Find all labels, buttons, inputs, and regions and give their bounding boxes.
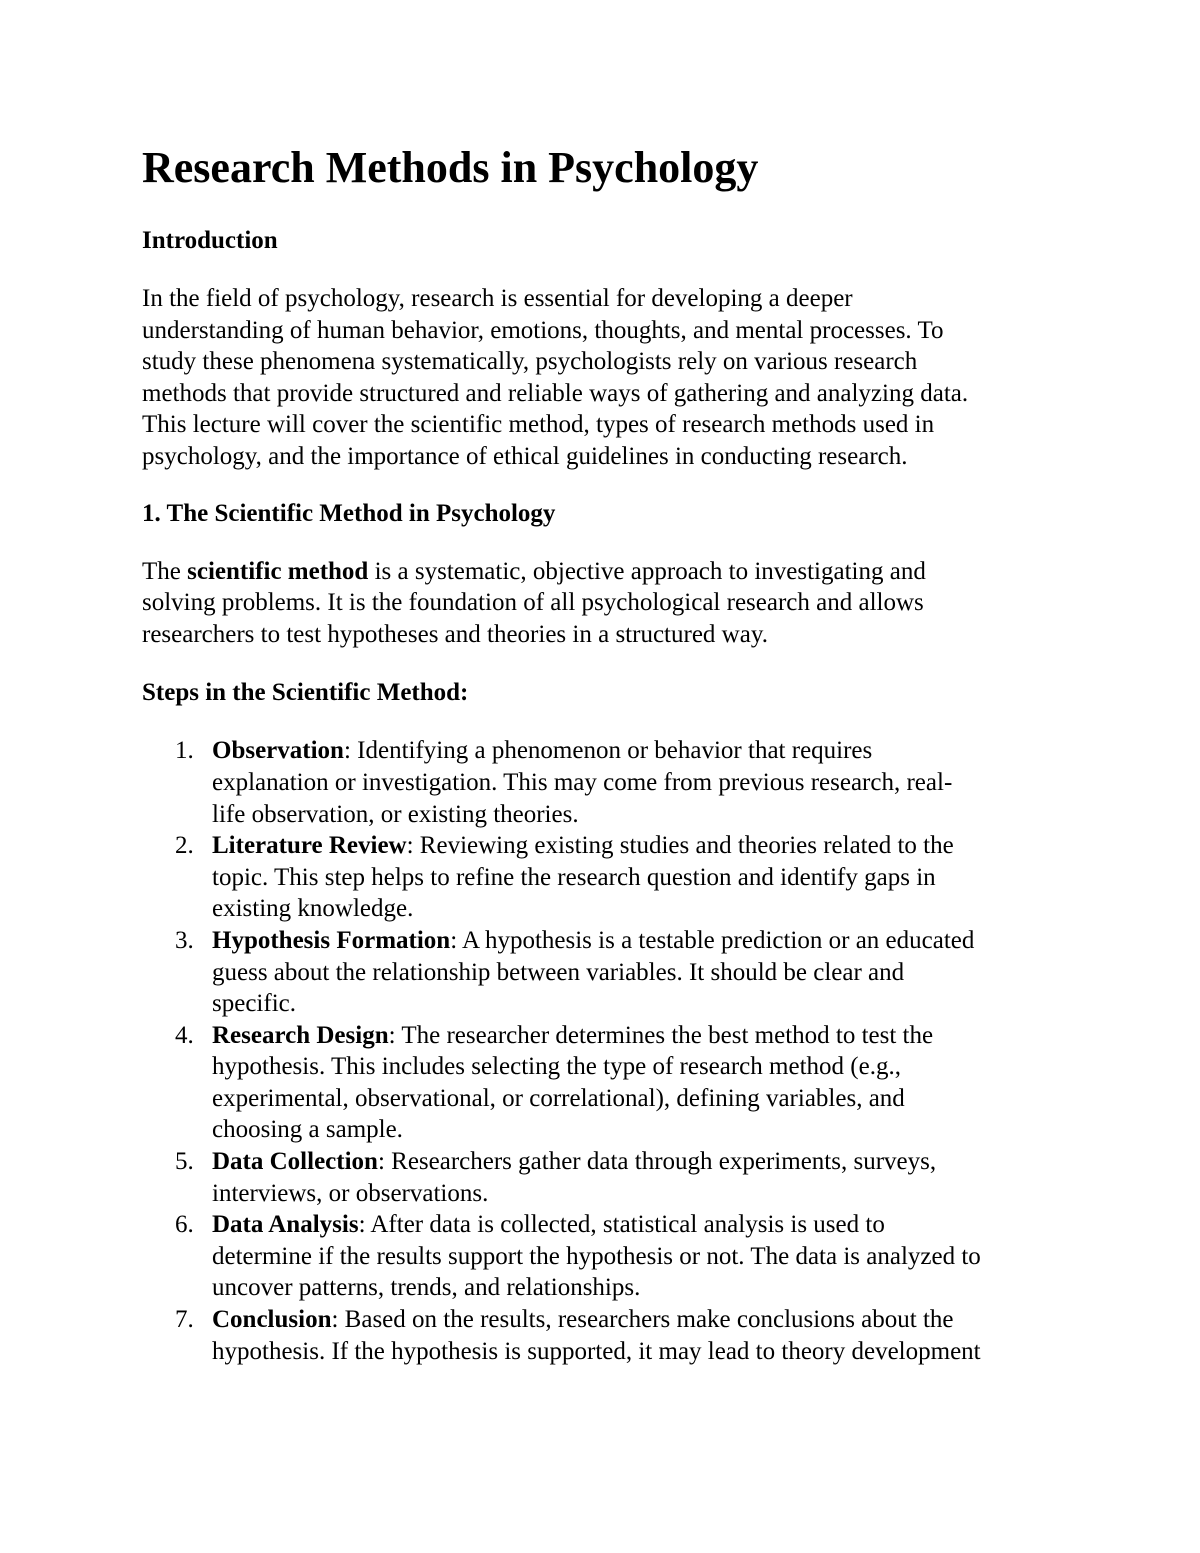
introduction-paragraph xyxy=(142,283,1072,473)
paragraph-line: The xyxy=(142,557,188,585)
step-item xyxy=(142,735,1072,830)
step-item xyxy=(142,925,1072,1020)
step-term: Data Analysis xyxy=(212,1211,359,1239)
step-number: 6. xyxy=(175,1211,194,1239)
step-text-line: choosing a sample. xyxy=(212,1116,403,1144)
step-text-line: specific. xyxy=(212,990,296,1018)
step-text-line: uncover patterns, trends, and relationships. xyxy=(212,1274,641,1302)
step-number: 5. xyxy=(175,1148,194,1176)
step-item xyxy=(142,1209,1072,1304)
step-number: 4. xyxy=(175,1021,194,1049)
paragraph-line: methods that provide structured and reliable ways of gathering and analyzing data. xyxy=(142,379,969,407)
step-number: 3. xyxy=(175,926,194,954)
document-title: Research Methods in Psychology xyxy=(142,143,759,192)
step-text-line: interviews, or observations. xyxy=(212,1179,489,1207)
step-text-line: existing knowledge. xyxy=(212,895,414,923)
step-number: 1. xyxy=(175,737,194,765)
step-text-line: explanation or investigation. This may come from previous research, real- xyxy=(212,768,953,796)
step-text-line: : Based on the results, researchers make conclusions about the xyxy=(331,1306,954,1334)
step-text-line: : Researchers gather data through experiments, surveys, xyxy=(377,1148,937,1176)
step-item xyxy=(142,1020,1072,1146)
step-text-line: hypothesis. This includes selecting the type of research method (e.g., xyxy=(212,1053,901,1081)
step-term: Literature Review xyxy=(212,832,407,860)
step-text-line: life observation, or existing theories. xyxy=(212,800,579,828)
step-text-line: determine if the results support the hypothesis or not. The data is analyzed to xyxy=(212,1242,981,1270)
paragraph-line: understanding of human behavior, emotions, thoughts, and mental processes. To xyxy=(142,316,944,344)
step-text-line: : Identifying a phenomenon or behavior that requires xyxy=(343,737,873,765)
step-term: Observation xyxy=(212,737,344,765)
step-text-line: : The researcher determines the best method to test the xyxy=(388,1021,934,1049)
step-number: 2. xyxy=(175,832,194,860)
scientific-method-paragraph xyxy=(142,556,1072,651)
step-number: 7. xyxy=(175,1306,194,1334)
steps-list xyxy=(142,735,1072,1367)
step-term: Research Design xyxy=(212,1021,389,1049)
paragraph-line: is a systematic, objective approach to investigating and xyxy=(368,557,926,585)
paragraph-line: researchers to test hypotheses and theories in a structured way. xyxy=(142,620,768,648)
step-text-line: : After data is collected, statistical analysis is used to xyxy=(358,1211,885,1239)
step-text-line: hypothesis. If the hypothesis is supported, it may lead to theory development xyxy=(212,1337,981,1365)
paragraph-line: study these phenomena systematically, psychologists rely on various research xyxy=(142,348,918,376)
paragraph-line: In the field of psychology, research is essential for developing a deeper xyxy=(142,285,853,312)
step-item xyxy=(142,1146,1072,1209)
step-term: Data Collection xyxy=(212,1148,378,1176)
step-text-line: topic. This step helps to refine the research question and identify gaps in xyxy=(212,863,936,891)
step-term: Conclusion xyxy=(212,1306,332,1334)
document-page xyxy=(142,140,1072,1367)
step-text-line: experimental, observational, or correlational), defining variables, and xyxy=(212,1084,905,1112)
introduction-heading: Introduction xyxy=(142,227,278,254)
step-text-line: : Reviewing existing studies and theories related to the xyxy=(406,832,954,860)
steps-heading: Steps in the Scientific Method: xyxy=(142,679,469,707)
step-text-line: : A hypothesis is a testable prediction or an educated xyxy=(450,926,975,954)
step-item xyxy=(142,830,1072,925)
section-1-heading: 1. The Scientific Method in Psychology xyxy=(142,499,556,527)
step-term: Hypothesis Formation xyxy=(212,926,451,954)
step-text-line: guess about the relationship between variables. It should be clear and xyxy=(212,958,905,986)
step-item xyxy=(142,1304,1072,1367)
paragraph-line: This lecture will cover the scientific method, types of research methods used in xyxy=(142,411,935,439)
paragraph-line: solving problems. It is the foundation of all psychological research and allows xyxy=(142,589,924,617)
paragraph-line: psychology, and the importance of ethical guidelines in conducting research. xyxy=(142,442,908,470)
scientific-method-term: scientific method xyxy=(187,557,369,585)
